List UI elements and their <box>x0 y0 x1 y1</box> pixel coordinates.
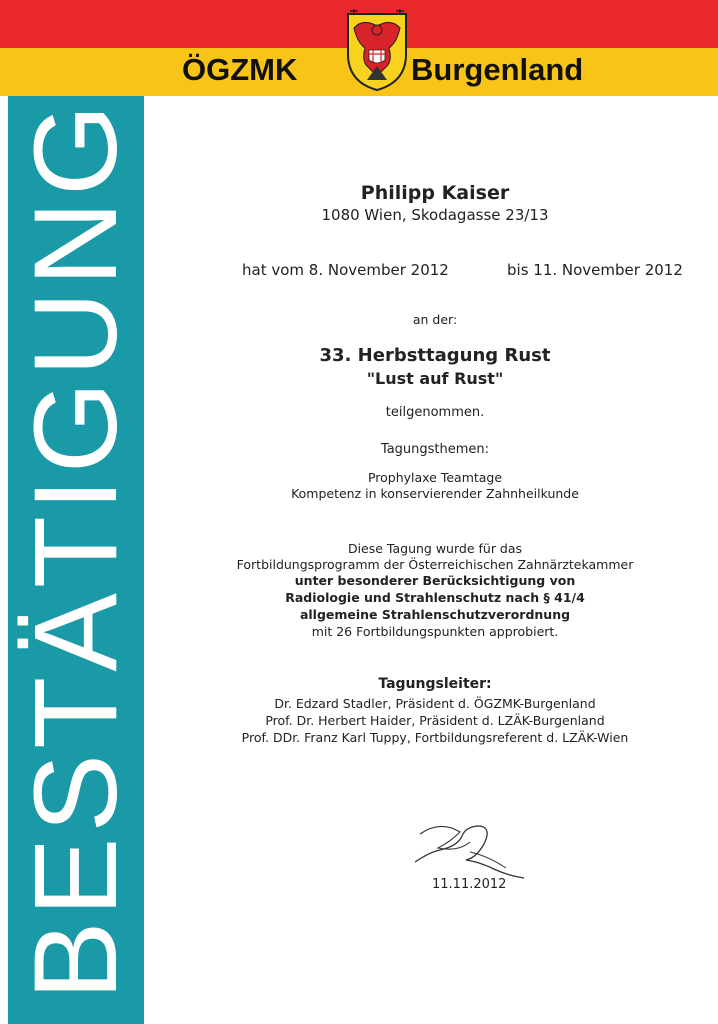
leader-entry: Prof. DDr. Franz Karl Tuppy, Fortbildungsreferent d. LZÄK-Wien <box>241 730 629 745</box>
period-to: bis 11. November 2012 <box>507 261 683 279</box>
signature-date: 11.11.2012 <box>432 877 507 892</box>
leader-entry: Prof. Dr. Herbert Haider, Präsident d. LZÄK-Burgenland <box>265 713 605 728</box>
approval-line: mit 26 Fortbildungspunkten approbiert. <box>311 624 559 639</box>
side-title: BESTÄTIGUNG <box>10 99 142 1000</box>
approval-line: Diese Tagung wurde für das <box>347 541 523 556</box>
participant-name: Philipp Kaiser <box>360 182 510 204</box>
approval-line: allgemeine Strahlenschutzverordnung <box>299 607 571 622</box>
approval-line: Radiologie und Strahlenschutz nach § 41/4 <box>285 590 585 605</box>
event-title: 33. Herbsttagung Rust <box>319 345 551 366</box>
theme-item: Prophylaxe Teamtage <box>367 470 503 485</box>
theme-item: Kompetenz in konservierender Zahnheilkunde <box>291 486 579 501</box>
org-name-left: ÖGZMK <box>182 52 298 87</box>
event-subtitle: "Lust auf Rust" <box>366 369 504 388</box>
approval-line: unter besonderer Berücksichtigung von <box>294 573 576 588</box>
period-from: hat vom 8. November 2012 <box>242 261 449 279</box>
leaders-heading: Tagungsleiter: <box>378 676 492 692</box>
participant-address: 1080 Wien, Skodagasse 23/13 <box>321 206 549 224</box>
org-name-right: Burgenland <box>411 52 584 87</box>
participation-text: teilgenommen. <box>385 405 485 420</box>
approval-line: Fortbildungsprogramm der Österreichischen Zahnärztekammer <box>236 557 634 572</box>
leader-entry: Dr. Edzard Stadler, Präsident d. ÖGZMK-Burgenland <box>274 696 596 711</box>
signature <box>410 812 530 882</box>
burgenland-eagle-crest-icon <box>345 8 409 92</box>
an-der-label: an der: <box>412 312 458 327</box>
themes-heading: Tagungsthemen: <box>380 442 490 457</box>
